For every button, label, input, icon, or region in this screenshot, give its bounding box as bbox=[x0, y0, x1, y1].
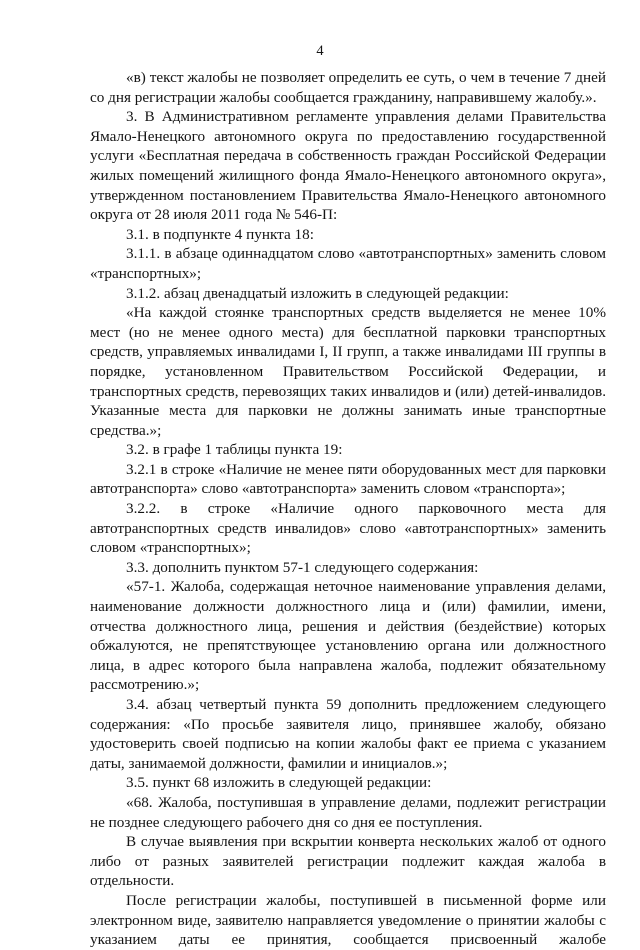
paragraph: «На каждой стоянке транспортных средств выделяется не менее 10% мест (но не менее одного места) для бесплатной парковки транспортных средств, управляемых инвалидами I, II групп, а также инвалидами III группы в порядке, установленном Правительством Российской Федерации, и транспортных средств, перевозящих таких инвалидов и (или) детей-инвалидов. Указанные места для парковки не должны занимать иные транспортные средства.»; bbox=[90, 304, 606, 439]
paragraph: 3.2.2. в строке «Наличие одного парковочного места для автотранспортных средств инвалидов» слово «автотранспортных» заменить словом «транспортных»; bbox=[90, 500, 606, 557]
page-number: 4 bbox=[316, 43, 324, 59]
paragraph: 3.5. пункт 68 изложить в следующей редакции: bbox=[126, 774, 432, 792]
paragraph: 3. В Административном регламенте управления делами Правительства Ямало-Ненецкого автономного округа по предоставлению государственной услуги «Бесплатная передача в собственность граждан Российской Федерации жилых помещений жилищного фонда Ямало-Ненецкого автономного округа», утвержденном постановлением Правительства Ямало-Ненецкого автономного округа от 28 июля 2011 года № 546-П: bbox=[90, 108, 606, 224]
paragraph: 3.2. в графе 1 таблицы пункта 19: bbox=[126, 441, 343, 459]
paragraph: 3.1. в подпункте 4 пункта 18: bbox=[126, 225, 314, 243]
paragraph: В случае выявления при вскрытии конверта нескольких жалоб от одного либо от разных заявителей регистрации подлежит каждая жалоба в отдельности. bbox=[90, 833, 606, 890]
paragraph: «68. Жалоба, поступившая в управление делами, подлежит регистрации не позднее следующего рабочего дня со дня ее поступления. bbox=[90, 793, 606, 831]
paragraph: 3.4. абзац четвертый пункта 59 дополнить предложением следующего содержания: «По просьбе заявителя лицо, принявшее жалобу, обязано удостоверить своей подписью на копии жалобы факт ее приема с указанием даты, занимаемой должности, фамилии и инициалов.»; bbox=[90, 696, 606, 772]
paragraph: После регистрации жалобы, поступившей в письменной форме или электронном виде, заявителю направляется уведомление о принятии жалобы с указанием даты ее принятия, сообщается присвоенный жалобе bbox=[90, 891, 606, 949]
paragraph: 3.2.1 в строке «Наличие не менее пяти оборудованных мест для парковки автотранспорта» слово «автотранспорта» заменить словом «транспорта»; bbox=[90, 460, 606, 498]
paragraph: 3.1.2. абзац двенадцатый изложить в следующей редакции: bbox=[126, 284, 509, 302]
paragraph: «57-1. Жалоба, содержащая неточное наименование управления делами, наименование должности должностного лица и (или) фамилии, имени, отчества должностного лица, решения и действия (бездействие) которых обжалуются, не препятствующее установлению органа или должностного лица, в адрес которого была направлена жалоба, подлежит обязательному рассмотрению.»; bbox=[90, 578, 606, 694]
document-body bbox=[90, 68, 606, 950]
paragraph: 3.3. дополнить пунктом 57-1 следующего содержания: bbox=[126, 558, 479, 576]
paragraph: «в) текст жалобы не позволяет определить ее суть, о чем в течение 7 дней со дня регистрации жалобы сообщается гражданину, направившему жалобу.». bbox=[90, 69, 606, 106]
paragraph: 3.1.1. в абзаце одиннадцатом слово «автотранспортных» заменить словом «транспортных»; bbox=[90, 245, 606, 282]
